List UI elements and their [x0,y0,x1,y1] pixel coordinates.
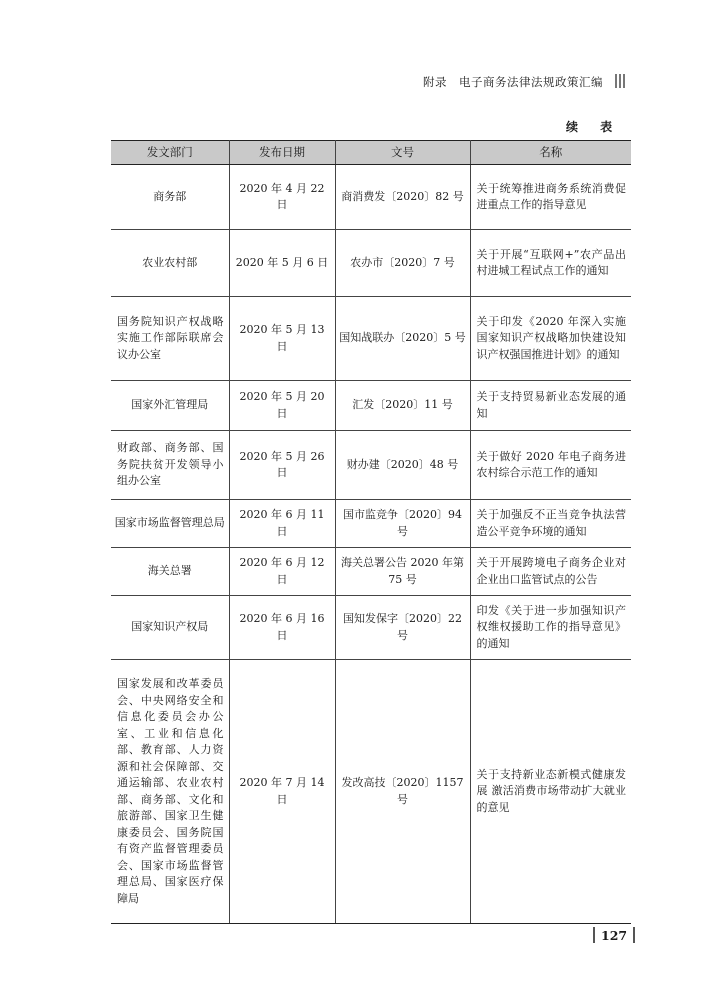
column-header-name: 名称 [470,141,631,165]
continued-label: 续 表 [566,120,622,134]
running-header-section: 附录 [423,75,447,89]
cell-dept: 国家外汇管理局 [111,381,229,431]
table-row [111,500,631,548]
cell-name: 关于开展“互联网+”农产品出村进城工程试点工作的通知 [470,230,631,297]
page-number-bar-left [593,927,595,943]
cell-dept: 国务院知识产权战略实施工作部际联席会议办公室 [111,297,229,381]
cell-name: 关于支持新业态新模式健康发展 激活消费市场带动扩大就业的意见 [470,660,631,924]
cell-doc-no: 发改高技〔2020〕1157 号 [335,660,470,924]
cell-date: 2020 年 6 月 16 日 [229,596,335,660]
page-number: 127 [601,927,628,943]
cell-name: 关于加强反不正当竞争执法营造公平竞争环境的通知 [470,500,631,548]
column-header-dept: 发文部门 [111,141,229,165]
table-row [111,660,631,924]
cell-doc-no: 商消费发〔2020〕82 号 [335,165,470,230]
cell-doc-no: 财办建〔2020〕48 号 [335,431,470,500]
table-row [111,596,631,660]
cell-doc-no: 国知战联办〔2020〕5 号 [335,297,470,381]
table-header-row [111,141,631,165]
table-row [111,165,631,230]
cell-doc-no: 农办市〔2020〕7 号 [335,230,470,297]
cell-name: 关于统筹推进商务系统消费促进重点工作的指导意见 [470,165,631,230]
cell-date: 2020 年 5 月 6 日 [229,230,335,297]
cell-name: 关于印发《2020 年深入实施国家知识产权战略加快建设知识产权强国推进计划》的通知 [470,297,631,381]
page-number-bar-right [633,927,635,943]
cell-dept: 农业农村部 [111,230,229,297]
cell-date: 2020 年 4 月 22 日 [229,165,335,230]
cell-doc-no: 汇发〔2020〕11 号 [335,381,470,431]
column-header-date: 发布日期 [229,141,335,165]
cell-date: 2020 年 5 月 13 日 [229,297,335,381]
cell-doc-no: 海关总署公告 2020 年第 75 号 [335,548,470,596]
cell-dept: 国家市场监督管理总局 [111,500,229,548]
table-row [111,297,631,381]
cell-doc-no: 国知发保字〔2020〕22 号 [335,596,470,660]
cell-name: 关于开展跨境电子商务企业对企业出口监管试点的公告 [470,548,631,596]
cell-doc-no: 国市监竞争〔2020〕94 号 [335,500,470,548]
table-row [111,230,631,297]
cell-date: 2020 年 6 月 11 日 [229,500,335,548]
cell-date: 2020 年 7 月 14 日 [229,660,335,924]
cell-dept: 国家发展和改革委员会、中央网络安全和信息化委员会办公室、工业和信息化部、教育部、人力资源和社会保障部、交通运输部、农业农村部、商务部、文化和旅游部、国家卫生健康委员会、国务院国有资产监督管理委员会、国家市场监督管理总局、国家医疗保障局 [111,660,229,924]
policy-table [111,140,631,924]
table-row [111,548,631,596]
cell-dept: 商务部 [111,165,229,230]
header-bar-ornament [615,74,625,88]
column-header-doc-no: 文号 [335,141,470,165]
cell-name: 关于做好 2020 年电子商务进农村综合示范工作的通知 [470,431,631,500]
cell-dept: 海关总署 [111,548,229,596]
cell-name: 关于支持贸易新业态发展的通知 [470,381,631,431]
cell-date: 2020 年 6 月 12 日 [229,548,335,596]
table-row [111,431,631,500]
cell-date: 2020 年 5 月 20 日 [229,381,335,431]
running-header-title: 电子商务法律法规政策汇编 [459,75,603,89]
cell-dept: 国家知识产权局 [111,596,229,660]
running-header [423,74,603,90]
cell-dept: 财政部、商务部、国务院扶贫开发领导小组办公室 [111,431,229,500]
cell-date: 2020 年 5 月 26 日 [229,431,335,500]
page-number-block [593,927,635,943]
table-row [111,381,631,431]
cell-name: 印发《关于进一步加强知识产权维权援助工作的指导意见》的通知 [470,596,631,660]
